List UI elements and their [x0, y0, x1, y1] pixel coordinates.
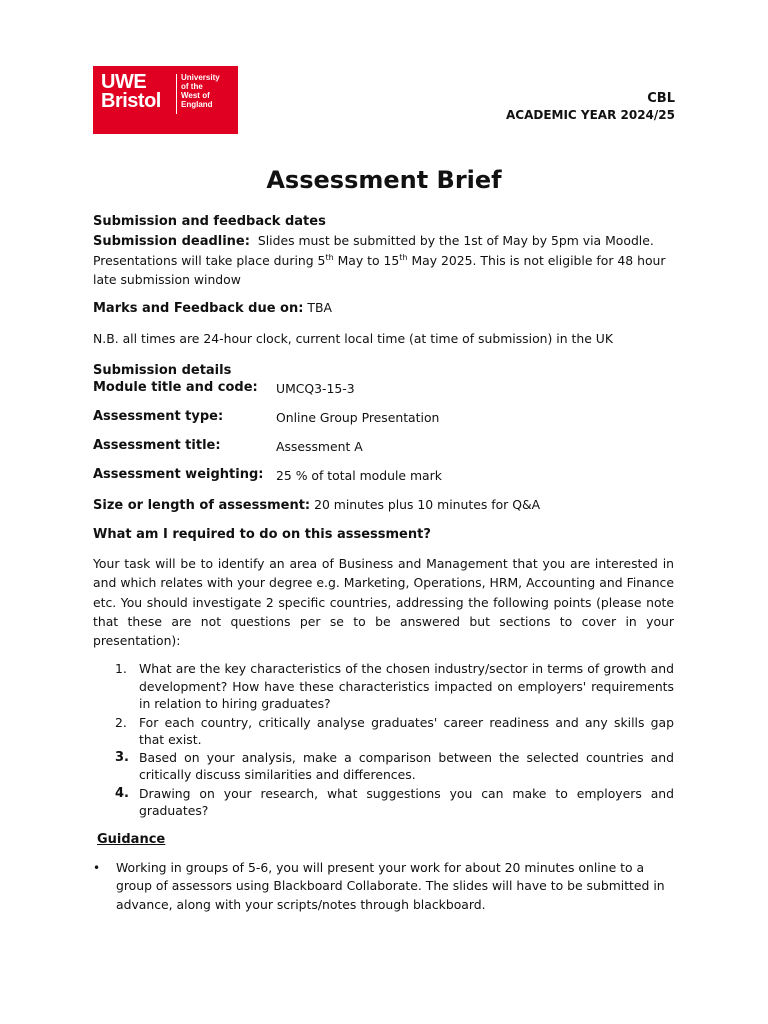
task-point: 1. What are the key characteristics of the chosen industry/sector in terms of growth and development? How have these characteristics impacted on employers' requirements in relation to hiring graduates? — [115, 661, 674, 712]
presentations-line: Presentations will take place during 5th May to 15th May 2025. This is not eligible for 48 hour — [93, 252, 666, 268]
module-code-header: CBL — [647, 91, 675, 106]
size-line — [93, 495, 674, 515]
deadline-label: Submission deadline: — [93, 234, 250, 249]
guidance-bullet: • Working in groups of 5-6, you will present your work for about 20 minutes online to a group of assessors using Blackboard Collaborate. The slides will have to be submitted in advance, along with your scripts/notes through blackboard. — [93, 859, 665, 912]
late-window-line: late submission window — [93, 272, 241, 287]
detail-value: UMCQ3-15-3 — [276, 381, 355, 396]
detail-value: Online Group Presentation — [276, 410, 440, 425]
page-title: Assessment Brief — [266, 166, 502, 194]
detail-row — [93, 467, 674, 496]
task-point: 2. For each country, critically analyse graduates' career readiness and any skills gap that exist. — [115, 714, 674, 748]
deadline-line — [93, 231, 674, 251]
size-value: 20 minutes plus 10 minutes for Q&A — [314, 497, 541, 512]
academic-year: ACADEMIC YEAR 2024/25 — [505, 108, 675, 122]
marks-label: Marks and Feedback due on: — [93, 301, 304, 316]
detail-label: Assessment title: — [93, 438, 221, 453]
logo-university-text: University of the West of England — [181, 73, 220, 109]
size-label: Size or length of assessment: — [93, 498, 311, 513]
logo-line2: Bristol — [101, 90, 161, 112]
marks-value: TBA — [307, 300, 332, 315]
detail-label: Assessment type: — [93, 409, 224, 424]
detail-label: Assessment weighting: — [93, 467, 264, 482]
task-point: 4. Drawing on your research, what suggestions you can make to employers and graduates? — [115, 785, 674, 819]
time-note: N.B. all times are 24-hour clock, current local time (at time of submission) in the UK — [93, 331, 613, 346]
detail-value: 25 % of total module mark — [276, 468, 442, 483]
details-heading: Submission details — [93, 363, 232, 378]
bullet-icon: • — [93, 860, 101, 875]
logo-divider — [176, 74, 177, 114]
guidance-heading: Guidance — [97, 831, 166, 847]
dates-heading: Submission and feedback dates — [93, 214, 326, 229]
deadline-text: Slides must be submitted by the 1st of May by 5pm via Moodle. — [257, 233, 654, 248]
marks-line — [93, 298, 674, 318]
uwe-bristol-logo — [93, 66, 238, 134]
task-intro: Your task will be to identify an area of Business and Management that you are interested in and which relates with your degree e.g. Marketing, Operations, HRM, Accounting and Finance etc. You should investigate 2 specific countries, addressing the following points (please note that these are not questions per se to be answered but sections to cover in your presentation): — [93, 556, 674, 649]
detail-row — [93, 438, 674, 467]
detail-value: Assessment A — [276, 439, 363, 454]
detail-row — [93, 380, 674, 409]
task-point: 3. Based on your analysis, make a comparison between the selected countries and critically discuss similarities and differences. — [115, 749, 674, 783]
task-points — [93, 660, 674, 820]
detail-label: Module title and code: — [93, 380, 258, 395]
logo-line1: UWE — [101, 71, 147, 93]
header-info — [506, 90, 675, 124]
task-heading: What am I required to do on this assessment? — [93, 527, 431, 542]
document-body — [93, 212, 674, 914]
guidance-list — [93, 859, 674, 915]
detail-row — [93, 409, 674, 438]
